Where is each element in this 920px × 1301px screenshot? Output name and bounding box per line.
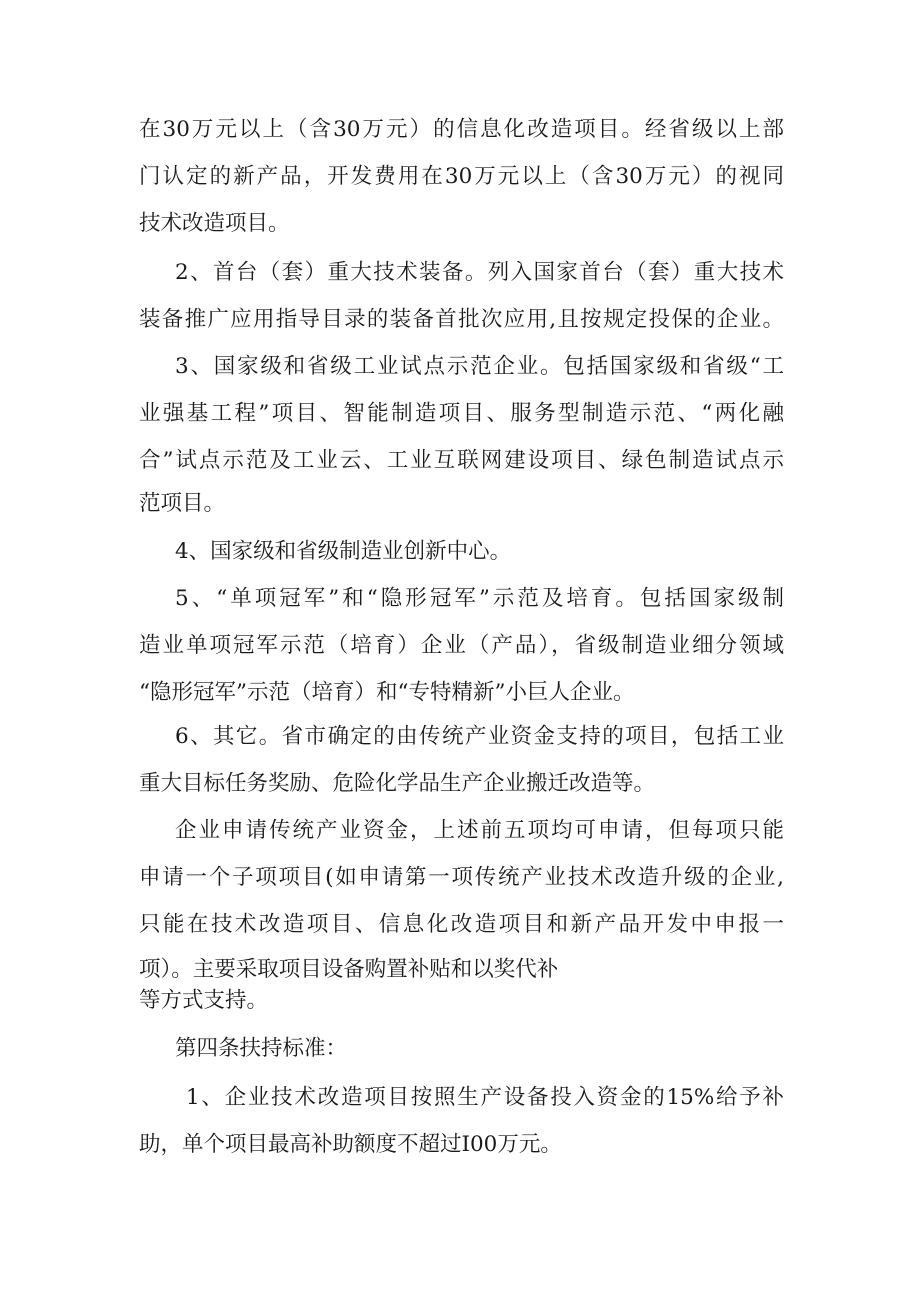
text-line: 5、“单项冠军”和“隐形冠军”示范及培育。包括国家级制: [175, 586, 784, 611]
text-line: 造业单项冠军示范（培育）企业（产品），省级制造业细分领域: [139, 633, 784, 658]
text-line: 6、其它。省市确定的由传统产业资金支持的项目，包括工业: [175, 724, 784, 749]
text-line: 业强基工程”项目、智能制造项目、服务型制造示范、“两化融: [139, 401, 784, 426]
text-line: 4、国家级和省级制造业创新中心。: [175, 539, 512, 564]
text-line: 企业申请传统产业资金，上述前五项均可申请，但每项只能: [175, 818, 784, 843]
text-line: 在30万元以上（含30万元）的信息化改造项目。经省级以上部: [139, 117, 784, 142]
text-line: 范项目。: [139, 491, 226, 516]
text-line: 合”试点示范及工业云、工业互联网建设项目、绿色制造试点示: [139, 448, 784, 473]
text-line: 1、企业技术改造项目按照生产设备投入资金的15%给予补: [186, 1085, 784, 1110]
text-line: 重大目标任务奖励、危险化学品生产企业搬迁改造等。: [139, 771, 656, 796]
text-line: “隐形冠军”示范（培育）和“专特精新”小巨人企业。: [139, 680, 635, 705]
text-line: 等方式支持。: [139, 988, 269, 1013]
text-line: 装备推广应用指导目录的装备首批次应用,且按规定投保的企业。: [139, 307, 784, 332]
text-line: 只能在技术改造项目、信息化改造项目和新产品开发中申报一: [139, 912, 784, 937]
text-line: 技术改造项目。: [139, 211, 290, 236]
text-line: 门认定的新产品，开发费用在30万元以上（含30万元）的视同: [139, 164, 784, 189]
text-line: 项）。主要采取项目设备购置补贴和以奖代补: [139, 957, 559, 982]
section-heading: 第四条扶持标准：: [175, 1036, 348, 1061]
text-line: 申请一个子项项目(如申请第一项传统产业技术改造升级的企业,: [139, 865, 784, 890]
text-line: 助，单个项目最高补助额度不超过I00万元。: [139, 1132, 562, 1157]
text-line: 3、国家级和省级工业试点示范企业。包括国家级和省级“工: [175, 354, 784, 379]
text-line: 2、首台（套）重大技术装备。列入国家首台（套）重大技术: [175, 260, 784, 285]
